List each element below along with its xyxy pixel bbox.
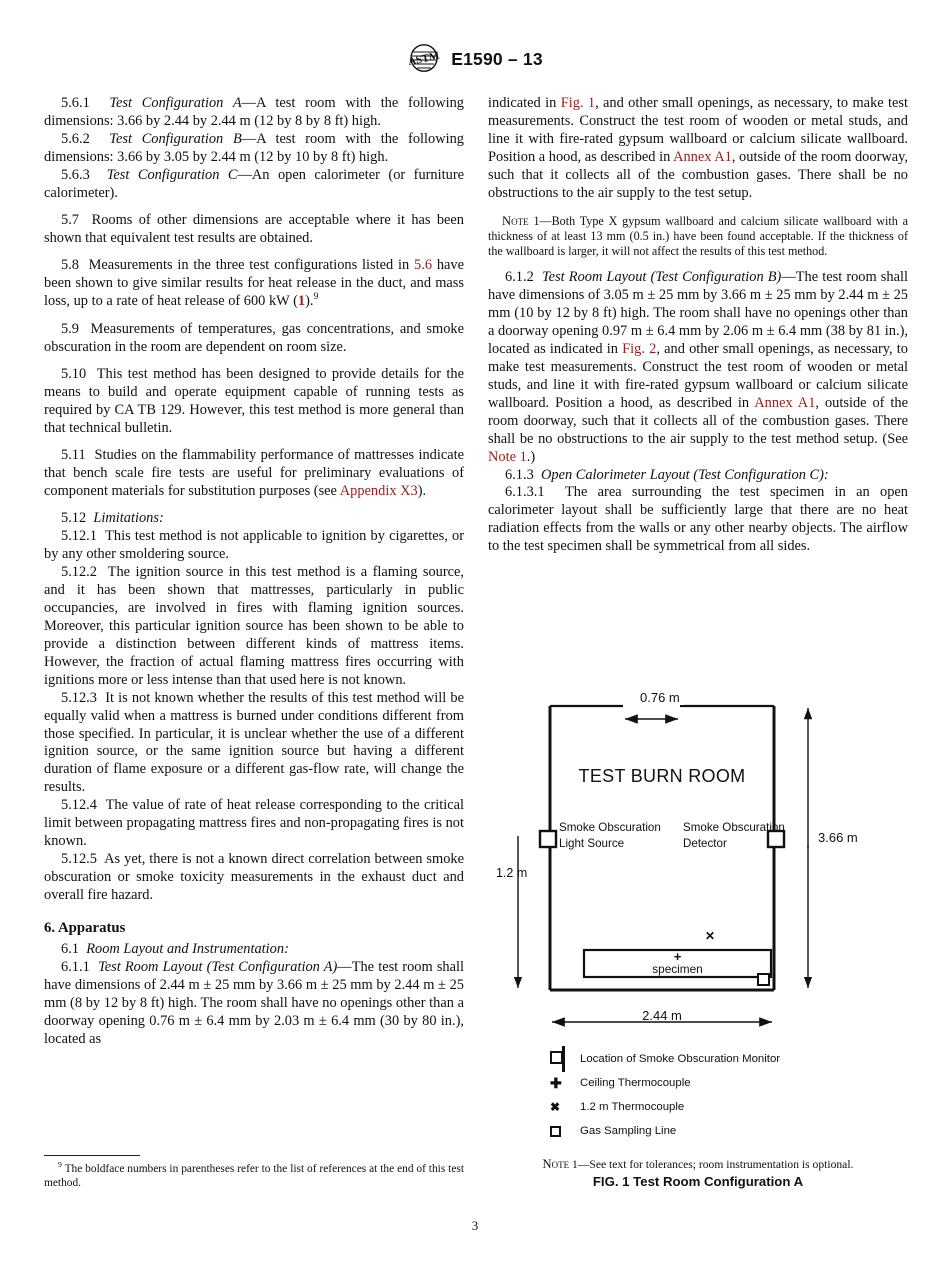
legend-label-monitor: Location of Smoke Obscuration Monitor	[580, 1053, 781, 1065]
paragraph-6-1-2	[488, 269, 908, 466]
label-detector	[683, 820, 785, 851]
footnote-number: 9	[58, 1160, 62, 1170]
clause-number: 5.6.3	[61, 166, 90, 183]
plus-symbol-icon: ✚	[550, 1075, 562, 1091]
paragraph-5-6-3	[44, 167, 464, 203]
paragraph-6-1-1	[44, 959, 464, 1049]
section-heading-apparatus: 6. Apparatus	[44, 919, 126, 936]
clause-number: 5.12.1	[61, 528, 97, 545]
figure-note	[488, 1157, 908, 1172]
paragraph-5-9	[44, 321, 464, 357]
paragraph-5-12-1	[44, 528, 464, 564]
paragraph-5-12-3	[44, 690, 464, 798]
clause-title: Limitations:	[93, 510, 164, 527]
paragraph-5-12-4	[44, 797, 464, 851]
clause-body: , and other small openings, as necessary, to make test measurements. Construct the test room of wooden or metal studs, and line it with fire-rated gypsum wallboard or calcium silicate wallboard. Position a hood, as described in	[488, 341, 909, 411]
monitor-symbol-icon	[550, 1046, 580, 1072]
clause-body: , outside of the room doorway, such that it collects all of the combustion gases. There shall be no obstructions to the air supply to the test setup.	[488, 148, 908, 201]
clause-body: have been shown to give similar results for heat release in the duct, and mass loss, up to a rate of heat release of 600 kW (	[44, 257, 465, 310]
clause-title: Room Layout and Instrumentation:	[86, 941, 289, 958]
clause-body: This test method has been designed to provide details for the means to build and operate equipment capable of running tests as required by CA TB 129. However, this test method is more general than that technical bulletin.	[44, 365, 465, 436]
clause-body: It is not known whether the results of this test method will be equally valid when a mattress is burned under conditions different from those specified. In particular, it is unclear whether the use of a different ignition source, or the same ignition source but having a different duration of flame exposure or a different gas-flow rate, will change the results.	[44, 689, 464, 796]
cross-symbol-icon: ✖	[550, 1100, 561, 1114]
clause-number: 6.1.3	[505, 466, 534, 483]
paragraph-5-7	[44, 212, 464, 248]
clause-number: 5.12.4	[61, 797, 97, 814]
astm-logo	[407, 44, 441, 74]
clause-number: 5.10	[61, 365, 87, 382]
legend-item-ceiling-thermocouple	[550, 1071, 908, 1095]
figure-legend	[550, 1047, 908, 1143]
clause-body: —The test room shall have dimensions of 2.44 m ± 25 mm by 3.66 m ± 25 mm by 2.44 m ± 25 mm (8 by 12 by 8 ft) high. The room shall have no openings other than a doorway opening 0.76 m ± 6.4 mm by 2.03 m ± 6.4 mm (30 by 80 in.), located as	[44, 959, 465, 1047]
figure-diagram	[488, 688, 908, 1043]
clause-number: 6.1.3.1	[505, 484, 545, 501]
label-light-source-line2: Light Source	[559, 836, 625, 850]
clause-body: , and other small openings, as necessary, to make test measurements. Construct the test room of wooden or metal studs, and line it with fire-rated gypsum wallboard or calcium silicate wallboard. Position a hood, as described in	[488, 95, 909, 165]
legend-label-1-2m-thermocouple: 1.2 m Thermocouple	[580, 1101, 685, 1113]
cross-reference-link[interactable]: 5.6	[414, 257, 433, 274]
clause-body: Rooms of other dimensions are acceptable where it has been shown that equivalent test results are obtained.	[44, 212, 464, 246]
clause-body: Measurements of temperatures, gas concentrations, and smoke obscuration in the room are dependent on room size.	[44, 320, 464, 355]
paragraph-5-6-2	[44, 131, 464, 167]
left-column	[44, 95, 464, 1049]
clause-body: The area surrounding the test specimen in an open calorimeter layout shall be sufficiently large that there are no heat radiation effects from the walls or any other nearby objects. The airflow to the test specimen shall be symmetrical from all sides.	[488, 484, 908, 555]
figure-note-keyword: Note	[542, 1157, 570, 1171]
footnote-area	[44, 1155, 464, 1191]
paragraph-continuation	[488, 95, 908, 203]
footnote-rule	[44, 1155, 140, 1156]
figure-note-number: 1—	[569, 1158, 590, 1171]
clause-body: .)	[526, 448, 536, 465]
clause-body: ).	[417, 483, 427, 500]
figure-note-body: See text for tolerances; room instrumentation is optional.	[589, 1158, 854, 1171]
dimension-label-bottom: 2.44 m	[642, 1008, 682, 1023]
label-detector-line1: Smoke Obscuration	[683, 821, 785, 834]
clause-body: As yet, there is not a known direct correlation between smoke obscuration or smoke toxicity measurements in the exhaust duct and overall fire hazard.	[44, 850, 465, 903]
clause-number: 5.9	[61, 320, 79, 337]
clause-number: 5.8	[61, 257, 79, 274]
legend-item-gas-sampling	[550, 1119, 908, 1143]
clause-body: indicated in	[488, 95, 561, 111]
clause-body: ).	[305, 293, 314, 310]
clause-body: —An open calorimeter (or furniture calorimeter).	[44, 166, 464, 201]
clause-number: 6.1	[61, 941, 79, 958]
paragraph-5-10	[44, 366, 464, 438]
note-number: 1—	[528, 213, 552, 228]
paragraph-5-12-2	[44, 564, 464, 689]
page-header	[0, 44, 950, 74]
legend-item-1-2m-thermocouple	[550, 1095, 908, 1119]
room-title-label: TEST BURN ROOM	[578, 766, 746, 786]
appendix-link[interactable]: Appendix X3	[339, 483, 418, 500]
clause-title: Test Configuration C	[106, 166, 238, 183]
right-column	[488, 95, 908, 556]
clause-title: Test Configuration B	[109, 130, 242, 147]
label-light-source	[559, 820, 661, 851]
clause-number: 5.12	[61, 510, 87, 527]
clause-number: 5.11	[61, 447, 86, 464]
label-light-source-line1: Smoke Obscuration	[559, 821, 661, 834]
specimen-labels	[584, 950, 771, 976]
clause-body: —A test room with the following dimensions: 3.66 by 2.44 by 2.44 m (12 by 8 by 8 ft) high.	[44, 95, 465, 129]
clause-body: The ignition source in this test method is a flaming source, and it has been shown that mattresses, particularly in public occupancies, are involved in fires with flaming ignition sources. Moreover, this particular ignition source has been shown to be able to provide a distinction between different kinds of mattress items. However, the fraction of actual flaming mattress fires occurring with ignitions more or less intense than that used here is not known.	[44, 564, 465, 688]
clause-body: —The test room shall have dimensions of 3.05 m ± 25 mm by 3.66 m ± 25 mm by 2.44 m ± 25 mm (10 by 12 by 8 ft) high. The room shall have no openings other than a doorway opening 0.97 m ± 6.4 mm by 2.06 m ± 6.4 mm (38 by 81 in.), located as indicated in	[488, 269, 908, 358]
clause-number: 6.1.2	[505, 269, 534, 286]
figure-caption: FIG. 1 Test Room Configuration A	[592, 1174, 804, 1190]
paragraph-5-6-1	[44, 95, 464, 131]
paragraph-5-8	[44, 257, 464, 311]
label-detector-line2: Detector	[683, 836, 727, 850]
note-1	[488, 214, 908, 259]
note-body: Both Type X gypsum wallboard and calcium silicate wallboard with a thickness of at least 13 mm (0.5 in.) have been found acceptable. If the thickness of the wallboard is larger, it will not affect the results of this test method.	[488, 213, 908, 258]
figure-link[interactable]: Fig. 2	[622, 341, 657, 358]
clause-body: , outside of the room doorway, such that it collects all of the combustion gases. There shall be no obstructions to the air supply to the test method setup. (See	[488, 394, 908, 447]
paragraph-5-12	[44, 510, 464, 528]
test-room-diagram	[488, 688, 908, 1043]
clause-title: Test Room Layout (Test Configuration A)	[98, 959, 338, 976]
monitor-icon-left	[540, 831, 556, 847]
dimension-label-left: 1.2 m	[496, 866, 528, 880]
footnote-text	[44, 1162, 464, 1191]
clause-number: 5.7	[61, 212, 79, 229]
clause-number: 5.6.1	[61, 95, 90, 111]
specimen-label: specimen	[652, 962, 703, 976]
legend-label-ceiling-thermocouple: Ceiling Thermocouple	[580, 1077, 691, 1089]
clause-number: 5.12.3	[61, 689, 97, 706]
clause-title: Test Configuration A	[109, 95, 242, 111]
annex-link[interactable]: Annex A1	[673, 148, 732, 165]
clause-title: Test Room Layout (Test Configuration B)	[542, 269, 782, 286]
note-keyword: Note	[502, 213, 529, 228]
page-number: 3	[471, 1218, 479, 1233]
reference-bold-link[interactable]: 1	[297, 293, 306, 310]
figure-link[interactable]: Fig. 1	[560, 95, 596, 111]
paragraph-5-11	[44, 447, 464, 501]
clause-body: This test method is not applicable to ignition by cigarettes, or by any other smoldering source.	[44, 528, 465, 563]
footnote-body: The boldface numbers in parentheses refer to the list of references at the end of this test method.	[44, 1163, 464, 1190]
clause-title: Open Calorimeter Layout (Test Configuration C):	[540, 466, 829, 483]
clause-number: 5.12.2	[61, 564, 97, 581]
paragraph-6-1	[44, 941, 464, 959]
ceiling-thermocouple-marker: +	[673, 949, 682, 964]
clause-number: 6.1.1	[61, 959, 90, 976]
clause-body: Studies on the flammability performance of mattresses indicate that bench scale fire tests are useful for preliminary evaluations of component materials for substitution purposes (see	[44, 447, 464, 500]
paragraph-6-1-3-1	[488, 484, 908, 556]
footnote-marker: 9	[313, 291, 319, 303]
legend-label-gas-sampling: Gas Sampling Line	[580, 1125, 677, 1137]
paragraph-5-12-5	[44, 851, 464, 905]
square-symbol-icon	[550, 1126, 580, 1137]
paragraph-6-1-3	[488, 467, 908, 485]
clause-body: Measurements in the three test configurations listed in	[88, 257, 415, 274]
clause-body: —A test room with the following dimensions: 3.66 by 3.05 by 2.44 m (12 by 10 by 8 ft) high.	[44, 130, 464, 165]
clause-number: 5.6.2	[61, 130, 90, 147]
figure-1	[488, 688, 908, 1189]
note-link[interactable]: Note 1	[488, 448, 527, 465]
svg-text:ASTM: ASTM	[407, 49, 441, 69]
legend-item-monitor	[550, 1047, 908, 1071]
dimension-label-right: 3.66 m	[818, 830, 858, 845]
thermocouple-marker-1-2m: ✕	[705, 929, 716, 943]
standard-designation: E1590 – 13	[451, 48, 543, 69]
clause-body: The value of rate of heat release corresponding to the critical limit between propagating mattress fires and non-propagating fires is not known.	[44, 797, 465, 850]
annex-link[interactable]: Annex A1	[754, 394, 816, 411]
dimension-label-top: 0.76 m	[636, 690, 684, 705]
clause-number: 5.12.5	[61, 850, 97, 867]
